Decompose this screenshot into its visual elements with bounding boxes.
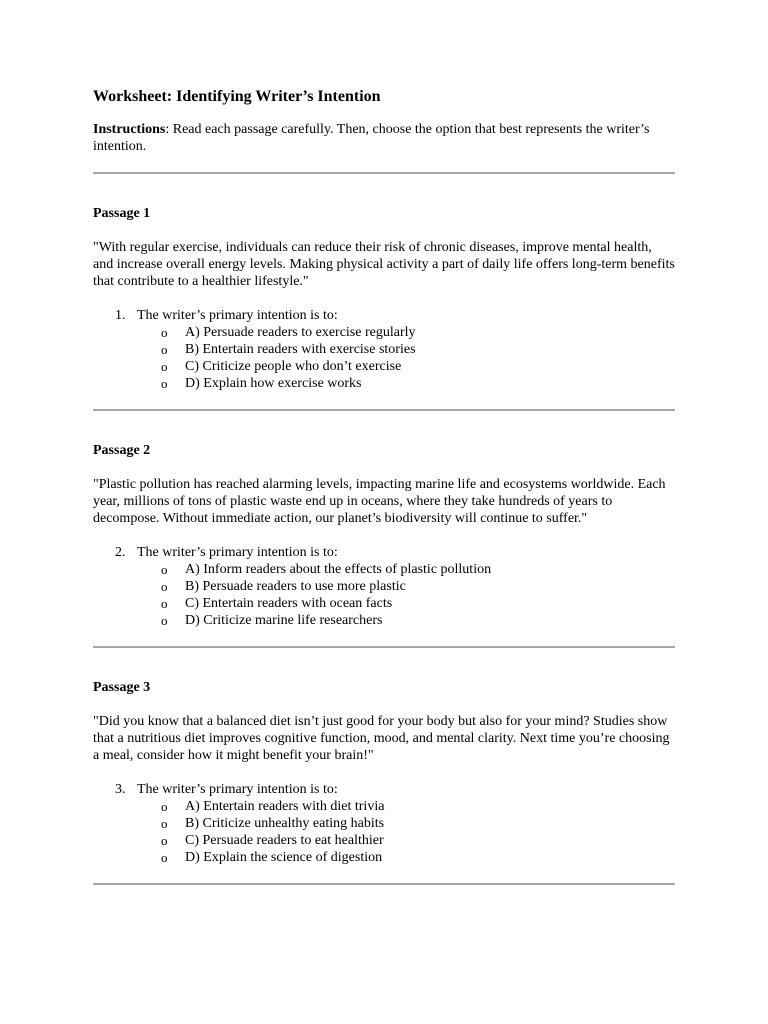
bullet-icon: o (161, 833, 168, 848)
passage-text: "Plastic pollution has reached alarming levels, impacting marine life and ecosystems worldwide. Each year, millions of tons of plastic waste end up in oceans, where they take hundreds of years to decompose. Without immediate action, our planet’s biodiversity will continue to suffer." (93, 477, 666, 526)
bullet-icon: o (161, 596, 168, 611)
divider (93, 409, 675, 411)
divider (93, 646, 675, 648)
question-text: The writer’s primary intention is to: (137, 782, 338, 797)
options-list (93, 324, 675, 392)
passage-heading: Passage 2 (93, 443, 151, 458)
option-text: C) Criticize people who don’t exercise (185, 359, 402, 374)
question (93, 781, 675, 798)
passage-text: "Did you know that a balanced diet isn’t just good for your body but also for your mind? Studies show that a nutritious diet improves cognitive function, mood, and mental clarity. Next time you’re choosing a meal, consider how it might benefit your brain!" (93, 714, 670, 763)
passage-text: "With regular exercise, individuals can reduce their risk of chronic diseases, improve mental health, and increase overall energy levels. Making physical activity a part of daily life offers long-term benefits that contribute to a healthier lifestyle." (93, 240, 675, 289)
instructions-label: Instructions (93, 122, 166, 137)
bullet-icon: o (161, 342, 168, 357)
bullet-icon: o (161, 325, 168, 340)
passage-1 (93, 205, 675, 411)
option-d[interactable] (93, 612, 675, 629)
divider (93, 883, 675, 885)
passage-3 (93, 679, 675, 885)
passage-heading: Passage 1 (93, 206, 151, 221)
options-list (93, 798, 675, 866)
bullet-icon: o (161, 799, 168, 814)
option-text: A) Inform readers about the effects of plastic pollution (185, 562, 492, 577)
options-list (93, 561, 675, 629)
question-number: 2. (115, 545, 126, 560)
divider (93, 172, 675, 174)
passage-2 (93, 442, 675, 648)
option-text: D) Criticize marine life researchers (185, 613, 383, 628)
bullet-icon: o (161, 816, 168, 831)
instructions-text: : Read each passage carefully. Then, choose the option that best represents the writer’s intention. (93, 122, 650, 154)
passage-heading: Passage 3 (93, 680, 151, 695)
option-c[interactable] (93, 358, 675, 375)
option-b[interactable] (93, 578, 675, 595)
option-text: C) Persuade readers to eat healthier (185, 833, 384, 848)
option-c[interactable] (93, 832, 675, 849)
option-text: B) Criticize unhealthy eating habits (185, 816, 385, 831)
option-a[interactable] (93, 561, 675, 578)
question (93, 307, 675, 324)
option-c[interactable] (93, 595, 675, 612)
option-text: B) Entertain readers with exercise stories (185, 342, 416, 357)
option-text: A) Persuade readers to exercise regularly (185, 325, 416, 340)
option-d[interactable] (93, 849, 675, 866)
question-number: 1. (115, 308, 126, 323)
option-a[interactable] (93, 324, 675, 341)
worksheet-title: Worksheet: Identifying Writer’s Intention (93, 88, 381, 105)
worksheet-page (93, 87, 675, 885)
option-d[interactable] (93, 375, 675, 392)
option-b[interactable] (93, 815, 675, 832)
question-number: 3. (115, 782, 126, 797)
option-text: A) Entertain readers with diet trivia (185, 799, 385, 814)
question (93, 544, 675, 561)
option-a[interactable] (93, 798, 675, 815)
bullet-icon: o (161, 850, 168, 865)
option-text: D) Explain how exercise works (185, 376, 362, 391)
bullet-icon: o (161, 579, 168, 594)
option-b[interactable] (93, 341, 675, 358)
bullet-icon: o (161, 376, 168, 391)
option-text: D) Explain the science of digestion (185, 850, 383, 865)
option-text: C) Entertain readers with ocean facts (185, 596, 393, 611)
bullet-icon: o (161, 359, 168, 374)
bullet-icon: o (161, 562, 168, 577)
bullet-icon: o (161, 613, 168, 628)
instructions (93, 121, 675, 155)
question-text: The writer’s primary intention is to: (137, 545, 338, 560)
option-text: B) Persuade readers to use more plastic (185, 579, 406, 594)
question-text: The writer’s primary intention is to: (137, 308, 338, 323)
